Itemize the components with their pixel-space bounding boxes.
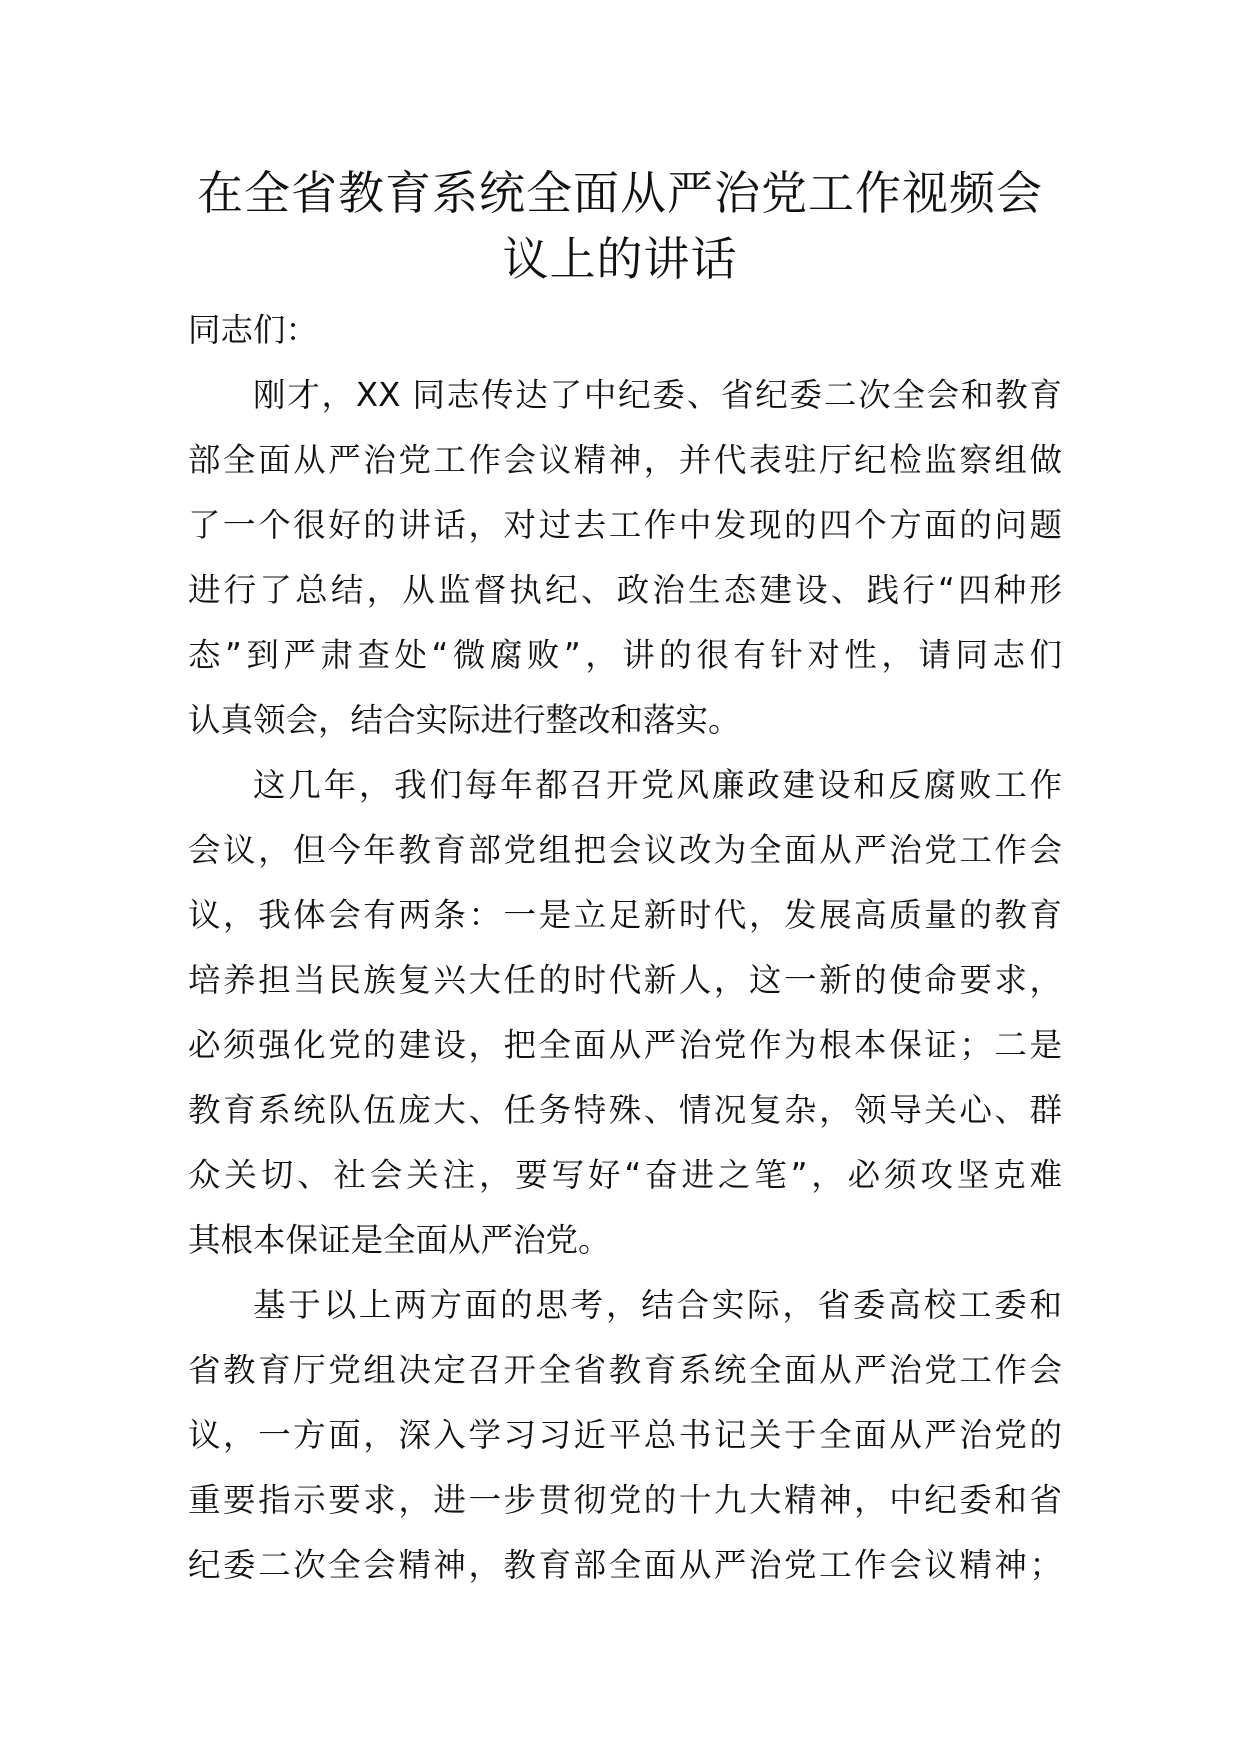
- text-line: 进行了总结，从监督执纪、政治生态建设、践行“四种形: [188, 571, 1062, 609]
- text-line: 教育系统队伍庞大、任务特殊、情况复杂，领导关心、群: [188, 1091, 1062, 1129]
- text-line: 了一个很好的讲话，对过去工作中发现的四个方面的问题: [188, 506, 1062, 544]
- text-line: 议，我体会有两条：一是立足新时代，发展高质量的教育: [188, 896, 1062, 934]
- paragraph-1: [188, 363, 1062, 753]
- text-line: 态”到严肃查处“微腐败”，讲的很有针对性，请同志们: [188, 636, 1062, 674]
- salutation: 同志们：: [188, 311, 319, 349]
- text-line: 众关切、社会关注，要写好“奋进之笔”，必须攻坚克难: [188, 1156, 1062, 1194]
- paragraph-2: [188, 753, 1062, 1273]
- text-line: 其根本保证是全面从严治党。: [188, 1221, 611, 1259]
- text-line: 会议，但今年教育部党组把会议改为全面从严治党工作会: [188, 831, 1062, 869]
- title-line-1: 在全省教育系统全面从严治党工作视频会: [197, 166, 1043, 220]
- text-line: 必须强化党的建设，把全面从严治党作为根本保证；二是: [188, 1026, 1062, 1064]
- document-body: [188, 298, 1062, 1598]
- title-line-2: 议上的讲话: [502, 232, 738, 286]
- text-line: 认真领会，结合实际进行整改和落实。: [188, 701, 741, 739]
- paragraph-3: [188, 1273, 1062, 1598]
- text-line: 重要指示要求，进一步贯彻党的十九大精神，中纪委和省: [188, 1481, 1062, 1519]
- text-line: 议，一方面，深入学习习近平总书记关于全面从严治党的: [188, 1416, 1062, 1454]
- text-line: 部全面从严治党工作会议精神，并代表驻厅纪检监察组做: [188, 441, 1062, 479]
- document-title: [160, 160, 1080, 292]
- text-line: 基于以上两方面的思考，结合实际，省委高校工委和: [253, 1286, 1062, 1324]
- text-line: 这几年，我们每年都召开党风廉政建设和反腐败工作: [253, 766, 1062, 804]
- text-line: 培养担当民族复兴大任的时代新人，这一新的使命要求，: [188, 961, 1062, 999]
- text-line: 纪委二次全会精神，教育部全面从严治党工作会议精神；: [188, 1546, 1062, 1584]
- text-line: 省教育厅党组决定召开全省教育系统全面从严治党工作会: [188, 1351, 1062, 1389]
- text-line: 刚才，XX 同志传达了中纪委、省纪委二次全会和教育: [253, 376, 1062, 414]
